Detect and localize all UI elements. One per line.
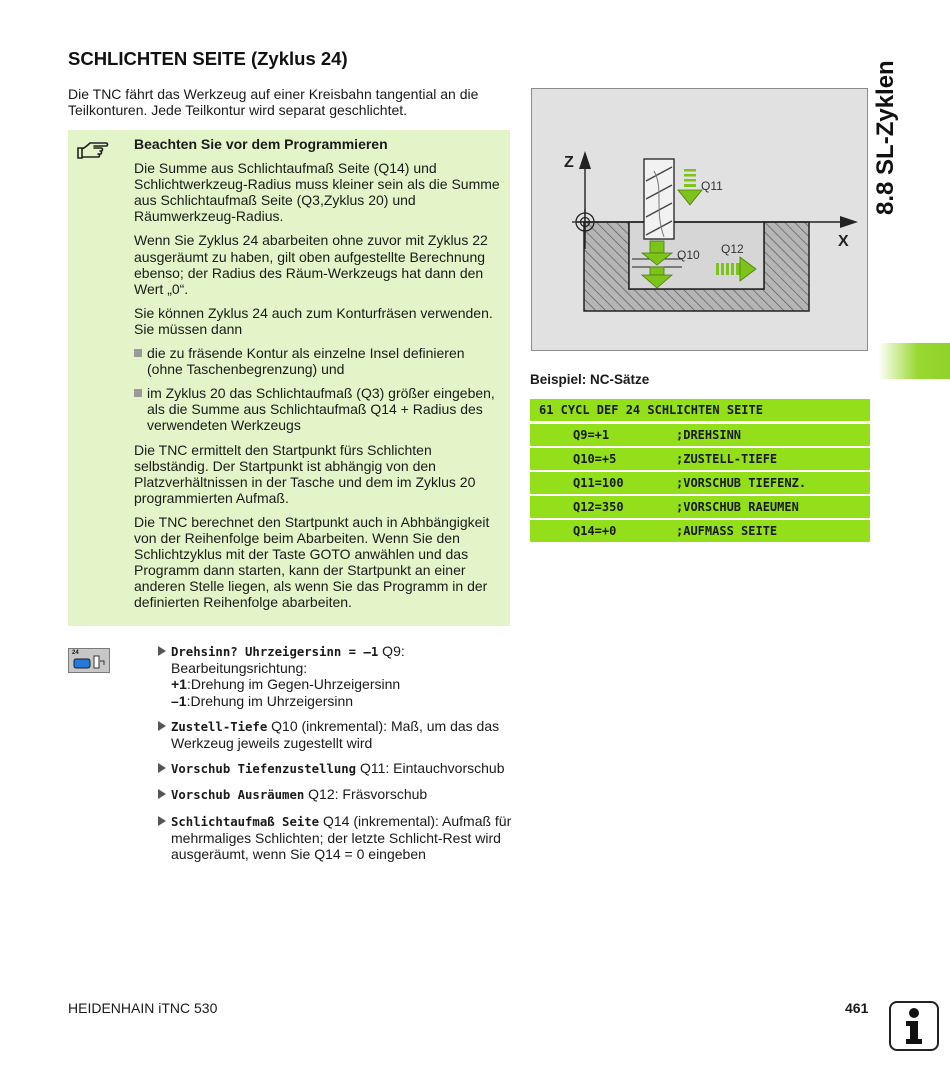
section-tab-marker (878, 343, 950, 379)
square-bullet-icon (134, 349, 142, 357)
triangle-bullet-icon (158, 646, 166, 656)
nc-line: Q11=100 ;VORSCHUB TIEFENZ. (530, 472, 870, 494)
cycle-figure (531, 88, 868, 351)
param-text: Q9: (378, 643, 405, 659)
note-content (134, 136, 502, 618)
cycle-24-softkey-icon (68, 648, 110, 673)
param-item-q12 (158, 786, 514, 803)
note-bullet: die zu fräsende Kontur als einzelne Insel definieren (ohne Taschenbegrenzung) und (134, 345, 502, 377)
example-label: Beispiel: NC-Sätze (530, 372, 650, 387)
note-paragraph: Sie können Zyklus 24 auch zum Konturfräsen verwenden. Sie müssen dann (134, 304, 493, 337)
param-code: Drehsinn? Uhrzeigersinn = –1 (171, 645, 379, 659)
note-bullet: im Zyklus 20 das Schlichtaufmaß (Q3) größer eingeben, als die Summe aus Schlichtaufmaß Q14 + Radius des verwendeten Werkzeugs (134, 385, 502, 433)
param-item-q14 (158, 813, 514, 863)
q11-label: Q11 (701, 179, 723, 193)
q10-label: Q10 (677, 248, 700, 262)
param-item-q10 (158, 718, 514, 751)
softkey-number: 24 (72, 650, 79, 656)
param-text: Q12: Fräsvorschub (304, 786, 428, 803)
param-item-q9: Drehsinn? Uhrzeigersinn = –1 Q9: Bearbeitungsrichtung: +1:Drehung im Gegen-Uhrzeigersinn –1:Drehung im Uhrzeigersinn (158, 643, 514, 709)
note-box (68, 130, 510, 626)
param-item-q11 (158, 760, 514, 777)
note-paragraph: Wenn Sie Zyklus 24 abarbeiten ohne zuvor mit Zyklus 22 ausgeräumt zu haben, gilt oben aufgestellte Berechnung ebenso; der Radius des Räum-Werkzeugs hat dann den Wert „0“. (134, 232, 488, 297)
pointing-hand-icon (76, 138, 112, 166)
triangle-bullet-icon (158, 721, 166, 731)
param-text: Q14 (inkremental): Aufmaß für mehrmaliges Schlichten; der letzte Schlicht-Rest wird ausgeräumt, wenn Sie Q14 = 0 eingeben (171, 812, 512, 863)
z-axis-label: Z (564, 154, 574, 171)
page-title: SCHLICHTEN SEITE (Zyklus 24) (68, 48, 348, 69)
param-code: Schlichtaufmaß Seite (171, 814, 320, 829)
param-code: Vorschub Tiefenzustellung (171, 762, 357, 777)
triangle-bullet-icon (158, 816, 166, 826)
intro-paragraph: Die TNC fährt das Werkzeug auf einer Kreisbahn tangential an die Teilkonturen. Jede Teilkontur wird separat geschlichtet. (68, 86, 479, 119)
note-paragraph: Die TNC ermittelt den Startpunkt fürs Schlichten selbständig. Der Startpunkt ist abhängig von den Platzverhältnissen in der Tasche und dem im Zyklus 20 programmierten Aufmaß. (134, 441, 476, 506)
param-text: Q11: Eintauchvorschub (356, 760, 505, 777)
nc-line: Q14=+0 ;AUFMASS SEITE (530, 520, 870, 542)
q11-arrow (678, 169, 702, 205)
square-bullet-icon (134, 389, 142, 397)
nc-line: Q10=+5 ;ZUSTELL-TIEFE (530, 448, 870, 470)
info-i-icon (889, 1001, 939, 1051)
note-heading: Beachten Sie vor dem Programmieren (134, 136, 388, 152)
section-sidebar-title: 8.8 SL-Zyklen (872, 60, 899, 215)
x-axis-label: X (838, 233, 849, 250)
param-text: Q10 (inkremental): Maß, um das das Werkzeug jeweils zugestellt wird (171, 717, 500, 752)
parameter-list (158, 643, 514, 871)
param-code: Zustell-Tiefe (171, 719, 268, 734)
note-paragraph: Die TNC berechnet den Startpunkt auch in Abhbängigkeit von der Reihenfolge beim Abarbeiten. Wenn Sie den Schlichtzyklus mit der Taste GOTO anwählen und das Programm dann starten, kann der Startpunkt an einer anderen Stelle liegen, als wenn Sie das Programm in der definierten Reihenfolge abarbeiten. (134, 513, 490, 611)
nc-line: Q9=+1 ;DREHSINN (530, 424, 870, 446)
page-number: 461 (845, 1000, 869, 1016)
nc-line: 61 CYCL DEF 24 SCHLICHTEN SEITE (530, 399, 870, 421)
param-code: Vorschub Ausräumen (171, 788, 305, 803)
q12-label: Q12 (721, 242, 744, 256)
footer-product: HEIDENHAIN iTNC 530 (68, 1000, 218, 1016)
triangle-bullet-icon (158, 763, 166, 773)
note-paragraph: Die Summe aus Schlichtaufmaß Seite (Q14) und Schlichtwerkzeug-Radius muss kleiner sein als die Summe aus Schlichtaufmaß Seite (Q3,Zyklus 20) und Räumwerkzeug-Radius. (134, 160, 500, 225)
triangle-bullet-icon (158, 789, 166, 799)
nc-line: Q12=350 ;VORSCHUB RAEUMEN (530, 496, 870, 518)
